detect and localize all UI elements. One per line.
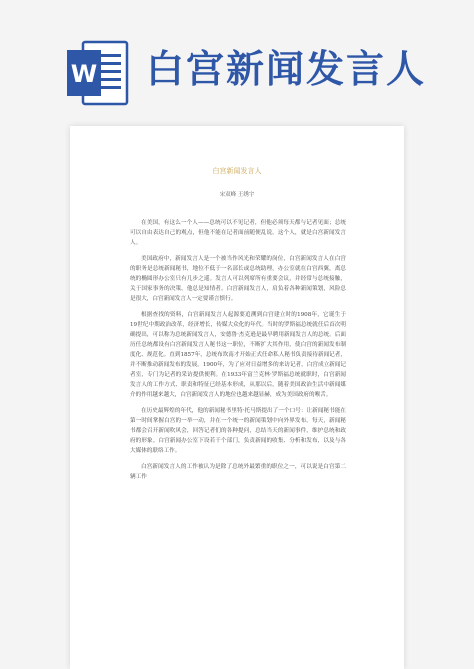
document-banner: [0, 0, 474, 118]
paragraph: 白宫新闻发言人的工作被认为是除了总统外最繁重的职位之一，可以说是白宫第二辆工作: [130, 464, 346, 480]
paragraph: 在历史最辉煌的年代，他的新闻秘书里特·托马斯提出了一个口号：让新闻秘书能在第一时间掌握白宫的一举一动，并在一个统一的新闻策划中向外界发布。每天，新闻秘书都会召开新闻吹风会，回答记者们的各种提问，总结当天的新闻事件，维护总统和政府的形象。白宫新闻办公室下设若干个部门，负责新闻的收集、分析和发布，以及与各大媒体的联络工作。: [130, 408, 346, 454]
paragraph: 根据查找的资料，白宫新闻发言人起源要追溯到白宫建立时的1908年，它诞生于19世纪中期政治改革，经济增长，传媒大众化的年代。当时的罗斯福总统就任后首次明确提出，可以称为总统新闻发言人，安德鲁·杰克逊是最早聘用新闻发言人的总统。后面历任总统都设有白宫新闻发言人秘书这一职位，不断扩大其作用，使白宫的新闻发布制度化、规范化。直到1857年，总统布坎南才开始正式任命私人秘书负责接待新闻记者，并不断推动新闻发布的发展。1900年，为了应对日益增多的来访记者，白宫成立新闻记者室，专门为记者的采访提供便利。在1933年富兰克林·罗斯福总统就职时，白宫新闻发言人的工作方式、职责和特征已经基本形成，从那以后，随着美国政治生活中新闻媒介的作用越来越大，白宫新闻发言人的地位也越来越显赫，成为美国政府的喉舌。: [130, 312, 346, 398]
word-icon-letter: W: [70, 60, 98, 88]
document-title: 白宫新闻发言人: [212, 167, 262, 175]
paragraph: 在美国，有这么一个人——总统可以不见记者，但他必须每天都与记者见面；总统可以自由表达自己的观点，但他不能在记者面前随便乱说。这个人，就是白宫新闻发言人。: [130, 220, 346, 246]
word-document-icon: [67, 40, 129, 106]
document-page: [70, 126, 404, 669]
paragraph: 美国政府中，新闻发言人是一个被当作风光和荣耀的岗位，白宫新闻发言人在白宫的职务是总统新闻秘书，地位不低于一名部长或总统助理，办公室就在白宫西翼，离总统的椭圆形办公室只有几步之遥。发言人可以列席所有重要会议，并经常与总统接触，关于国家事务的决策，他总是知情者。白宫新闻发言人，肩负着各种新闻策划，风险总是很大，白宫新闻发言人一定要谨言慎行。: [130, 256, 346, 302]
document-author: 宋双峰 王绣宇: [219, 192, 255, 198]
banner-title: 白宫新闻发言人: [146, 47, 427, 91]
document-body: [130, 218, 346, 488]
